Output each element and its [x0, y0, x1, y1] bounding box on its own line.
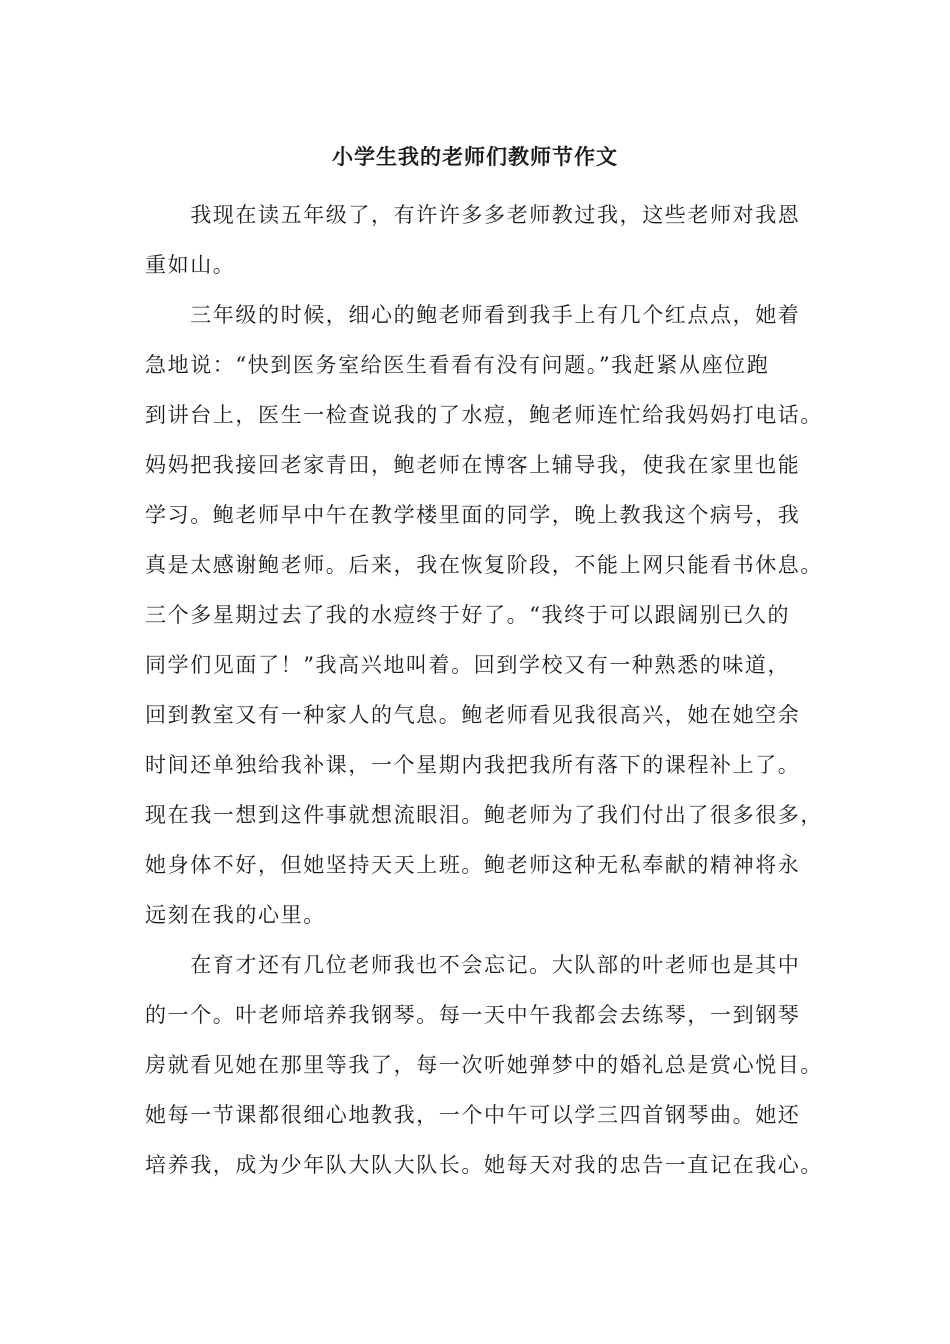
text-line: 房就看见她在那里等我了，每一次听她弹梦中的婚礼总是赏心悦目。 — [145, 1053, 823, 1077]
text-line: 重如山。 — [145, 253, 236, 277]
text-line: 三个多星期过去了我的水痘终于好了。“我终于可以跟阔别已久的 — [145, 603, 791, 627]
document-body — [145, 190, 827, 1190]
text-line: 妈妈把我接回老家青田，鲍老师在博客上辅导我，使我在家里也能 — [145, 453, 801, 477]
text-line: 学习。鲍老师早中午在教学楼里面的同学，晚上教我这个病号，我 — [145, 503, 801, 527]
text-line: 三年级的时候，细心的鲍老师看到我手上有几个红点点，她着 — [145, 303, 801, 327]
text-line: 她每一节课都很细心地教我，一个中午可以学三四首钢琴曲。她还 — [145, 1103, 801, 1127]
text-line: 现在我一想到这件事就想流眼泪。鲍老师为了我们付出了很多很多， — [145, 803, 823, 827]
text-line: 的一个。叶老师培养我钢琴。每一天中午我都会去练琴，一到钢琴 — [145, 1003, 801, 1027]
text-line: 急地说：“快到医务室给医生看看有没有问题。”我赶紧从座位跑 — [145, 353, 770, 377]
text-line: 远刻在我的心里。 — [145, 903, 326, 927]
text-line: 同学们见面了！”我高兴地叫着。回到学校又有一种熟悉的味道， — [145, 653, 791, 677]
text-line: 我现在读五年级了，有许许多多老师教过我，这些老师对我恩 — [145, 203, 801, 227]
text-line: 她身体不好，但她坚持天天上班。鲍老师这种无私奉献的精神将永 — [145, 853, 801, 877]
text-line: 真是太感谢鲍老师。后来，我在恢复阶段，不能上网只能看书休息。 — [145, 553, 823, 577]
text-line: 到讲台上，医生一检查说我的了水痘，鲍老师连忙给我妈妈打电话。 — [145, 403, 823, 427]
text-line: 回到教室又有一种家人的气息。鲍老师看见我很高兴，她在她空余 — [145, 703, 801, 727]
text-line: 在育才还有几位老师我也不会忘记。大队部的叶老师也是其中 — [145, 953, 801, 977]
text-line: 时间还单独给我补课，一个星期内我把我所有落下的课程补上了。 — [145, 753, 801, 777]
text-line: 培养我，成为少年队大队大队长。她每天对我的忠告一直记在我心。 — [145, 1153, 823, 1177]
document-title: 小学生我的老师们教师节作文 — [332, 144, 618, 169]
